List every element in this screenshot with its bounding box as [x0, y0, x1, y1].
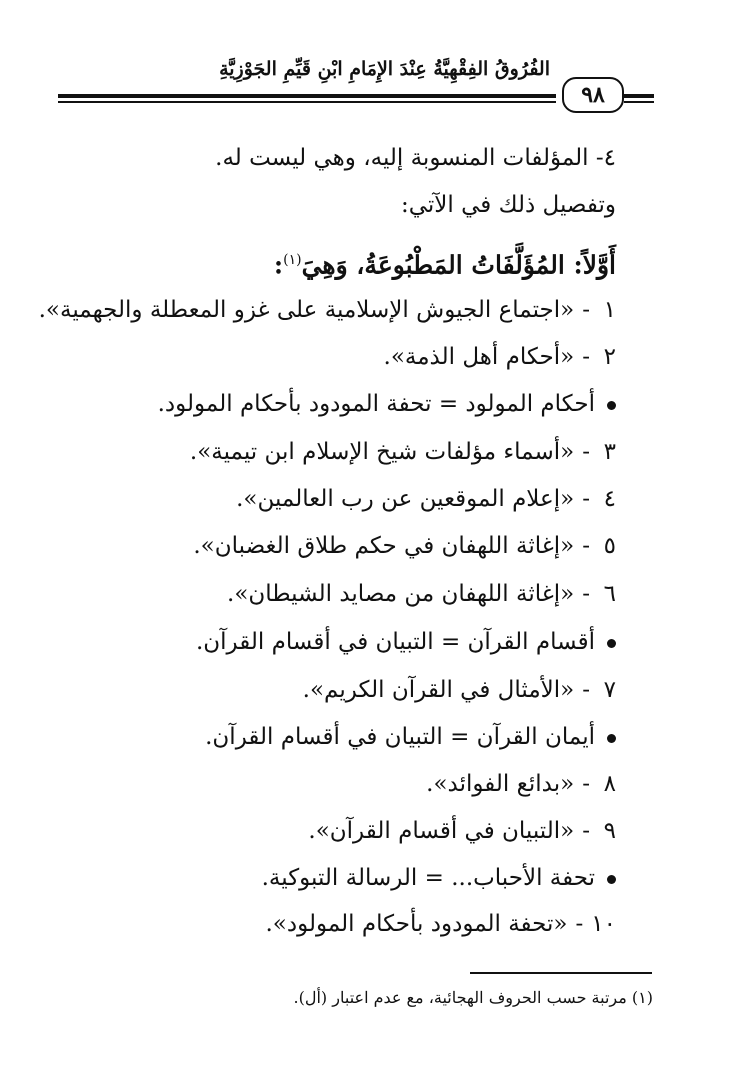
bullet-icon: [607, 401, 616, 410]
bullet-icon: [607, 875, 616, 884]
footnote-ref: (١): [283, 252, 302, 268]
item-number: ٧: [603, 677, 616, 703]
item-number: ٩: [603, 818, 616, 844]
item-number: ٣: [603, 439, 616, 465]
item-number: ٥: [603, 533, 616, 559]
list-item: ٩-«التبيان في أقسام القرآن».: [308, 813, 616, 849]
list-item-bullet: [262, 860, 616, 896]
item-number: ١٠: [591, 911, 616, 937]
footnote-marker: (١): [631, 988, 653, 1007]
item-text: أيمان القرآن = التبيان في أقسام القرآن.: [205, 724, 595, 750]
footnote-separator: [470, 972, 652, 974]
list-item: ٧-«الأمثال في القرآن الكريم».: [303, 672, 616, 708]
bullet-icon: [607, 639, 616, 648]
item-number: ٤: [603, 486, 616, 512]
section-heading-text: أَوَّلاً: المُؤَلَّفَاتُ المَطْبُوعَةُ، وَهِيَ: [301, 250, 616, 280]
list-item: ٨-«بدائع الفوائد».: [426, 766, 616, 802]
item-number: ١: [603, 297, 616, 323]
list-item: ٥-«إغاثة اللهفان في حكم طلاق الغضبان».: [193, 528, 616, 564]
item-text: «بدائع الفوائد».: [426, 771, 575, 797]
item-text: «إغاثة اللهفان من مصايد الشيطان».: [227, 581, 575, 607]
item-text: أحكام المولود = تحفة المودود بأحكام المولود.: [157, 391, 595, 417]
item-text: «إغاثة اللهفان في حكم طلاق الغضبان».: [193, 533, 575, 559]
page-number: ٩٨: [581, 82, 605, 108]
footnote: [294, 984, 653, 1012]
list-item-bullet: [196, 624, 616, 660]
item-number: ٨: [603, 771, 616, 797]
item-text: تحفة الأحباب... = الرسالة التبوكية.: [261, 865, 595, 891]
header-rule-tail: [624, 94, 654, 98]
header-rule-thick: [58, 94, 556, 98]
item-text: «الأمثال في القرآن الكريم».: [302, 677, 575, 703]
list-item: ٦-«إغاثة اللهفان من مصايد الشيطان».: [227, 576, 616, 612]
item-number: ٦: [603, 581, 616, 607]
item-text: «أسماء مؤلفات شيخ الإسلام ابن تيمية».: [189, 439, 575, 465]
item-text: «اجتماع الجيوش الإسلامية على غزو المعطلة والجهمية».: [38, 297, 575, 323]
list-item: ٤-«إعلام الموقعين عن رب العالمين».: [236, 481, 616, 517]
list-item: ١-«اجتماع الجيوش الإسلامية على غزو المعطلة والجهمية».: [39, 292, 616, 328]
list-item-bullet: [158, 386, 616, 422]
bullet-icon: [607, 734, 616, 743]
page-number-badge: [562, 77, 624, 113]
section-heading-suffix: :: [273, 250, 284, 280]
header-rule-thin: [58, 101, 556, 103]
item-text: «تحفة المودود بأحكام المولود».: [265, 911, 568, 937]
intro-line-2: وتفصيل ذلك في الآتي:: [400, 192, 616, 218]
item-text: «التبيان في أقسام القرآن».: [308, 818, 575, 844]
footnote-text: مرتبة حسب الحروف الهجائية، مع عدم اعتبار (أل).: [293, 988, 627, 1007]
list-item-bullet: [205, 719, 616, 755]
header-rule-tail-thin: [624, 101, 654, 103]
item-number: ٢: [603, 344, 616, 370]
list-item: ٢-«أحكام أهل الذمة».: [384, 339, 616, 375]
item-text: أقسام القرآن = التبيان في أقسام القرآن.: [195, 629, 595, 655]
item-text: «إعلام الموقعين عن رب العالمين».: [236, 486, 575, 512]
item-text: «أحكام أهل الذمة».: [383, 344, 575, 370]
running-title: الفُرُوقُ الفِقْهِيَّةُ عِنْدَ الإِمَامِ ابْنِ قَيِّمِ الجَوْزِيَّةِ: [219, 58, 550, 80]
list-item: ٣-«أسماء مؤلفات شيخ الإسلام ابن تيمية».: [190, 434, 616, 470]
list-item: ١٠-«تحفة المودود بأحكام المولود».: [265, 906, 616, 942]
intro-line-1: ٤- المؤلفات المنسوبة إليه، وهي ليست له.: [215, 145, 616, 171]
section-heading: [274, 242, 616, 283]
